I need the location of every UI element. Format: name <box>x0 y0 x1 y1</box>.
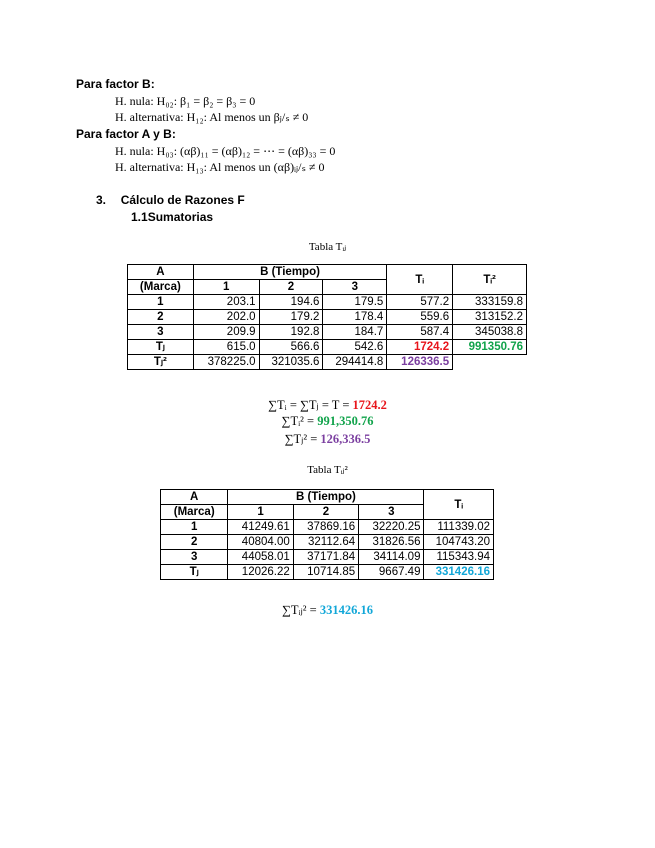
cell: 192.8 <box>259 325 323 340</box>
sum-tij2: 331426.16 <box>424 565 494 580</box>
formula-sum-t-value: 1724.2 <box>352 398 387 412</box>
table2-header-ti: Tᵢ <box>424 490 494 520</box>
cell-ti: 577.2 <box>387 295 453 310</box>
table2-header-col: 1 <box>228 505 293 520</box>
factor-ab-h0-label: H. nula: <box>115 144 154 158</box>
formula-sum-ti2-value: 991,350.76 <box>317 414 374 428</box>
cell: 203.1 <box>193 295 259 310</box>
formula-sum-tij2 <box>0 602 655 618</box>
section-heading <box>96 193 245 207</box>
cell-ti: 587.4 <box>387 325 453 340</box>
row-label: 2 <box>161 535 228 550</box>
subsection-number: 1.1 <box>131 210 148 224</box>
cell: 178.4 <box>323 310 387 325</box>
cell-ti2: 313152.2 <box>453 310 527 325</box>
factor-ab-h1-label: H. alternativa: <box>115 160 184 174</box>
table1-header-col: 2 <box>259 280 323 295</box>
table1-header-ti2: Tᵢ² <box>453 265 527 295</box>
cell: 179.2 <box>259 310 323 325</box>
formula-sum-tj2-value: 126,336.5 <box>320 432 371 446</box>
table1-header-a: A <box>128 265 194 280</box>
cell: 179.5 <box>323 295 387 310</box>
cell: 9667.49 <box>359 565 424 580</box>
cell: 615.0 <box>193 340 259 355</box>
table1-header-a2: (Marca) <box>128 280 194 295</box>
cell: 321035.6 <box>259 355 323 370</box>
factor-ab-h1-expr: H₁₃: Al menos un (αβ)ᵢⱼ/ₛ ≠ 0 <box>186 160 325 174</box>
row-label-tj: Tⱼ <box>128 340 194 355</box>
cell: 12026.22 <box>228 565 293 580</box>
formula-sum-t <box>0 397 655 413</box>
table-row <box>128 295 527 310</box>
factor-ab-h0 <box>115 144 335 159</box>
table-row <box>161 520 494 535</box>
formula-sum-tj2-text: ∑Tⱼ² = <box>284 432 321 446</box>
cell: 40804.00 <box>228 535 293 550</box>
factor-ab-h1 <box>115 160 325 175</box>
row-label-tj2: Tⱼ² <box>128 355 194 370</box>
factor-b-h0-label: H. nula: <box>115 94 154 108</box>
cell: 34114.09 <box>359 550 424 565</box>
cell: 194.6 <box>259 295 323 310</box>
formula-sum-tij2-value: 331426.16 <box>319 603 373 617</box>
cell: 37869.16 <box>293 520 358 535</box>
factor-b-h0 <box>115 94 255 109</box>
table-row-tj <box>128 340 527 355</box>
formula-sum-tij2-text: ∑Tᵢⱼ² = <box>282 603 320 617</box>
formula-sum-ti2 <box>0 414 655 429</box>
formula-sum-tj2 <box>0 431 655 447</box>
subsection-heading <box>131 210 213 224</box>
cell: 41249.61 <box>228 520 293 535</box>
section-number: 3. <box>96 193 107 207</box>
formula-sum-t-text: ∑Tᵢ = ∑Tⱼ = T = <box>268 398 353 412</box>
factor-b-h1-expr: H₁₂: Al menos un βⱼ/ₛ ≠ 0 <box>186 110 309 124</box>
row-label: 1 <box>161 520 228 535</box>
cell: 542.6 <box>323 340 387 355</box>
cell-ti: 104743.20 <box>424 535 494 550</box>
row-label-tj: Tⱼ <box>161 565 228 580</box>
table2-header-col: 2 <box>293 505 358 520</box>
factor-b-heading: Para factor B: <box>76 77 155 91</box>
factor-b-h1-label: H. alternativa: <box>115 110 184 124</box>
factor-ab-heading: Para factor A y B: <box>76 127 176 141</box>
table1-header-b: B (Tiempo) <box>193 265 387 280</box>
cell-ti2: 333159.8 <box>453 295 527 310</box>
row-label: 3 <box>161 550 228 565</box>
total-t: 1724.2 <box>387 340 453 355</box>
cell: 37171.84 <box>293 550 358 565</box>
cell: 10714.85 <box>293 565 358 580</box>
table-row <box>128 325 527 340</box>
cell: 44058.01 <box>228 550 293 565</box>
section-title: Cálculo de Razones F <box>120 193 245 207</box>
table1-caption: Tabla Tᵢⱼ <box>308 241 347 253</box>
table1-header-col: 1 <box>193 280 259 295</box>
cell: 202.0 <box>193 310 259 325</box>
cell: 184.7 <box>323 325 387 340</box>
cell-ti: 111339.02 <box>424 520 494 535</box>
cell: 31826.56 <box>359 535 424 550</box>
table-row-tj <box>161 565 494 580</box>
table2 <box>160 489 494 580</box>
table1 <box>127 264 527 370</box>
cell-ti: 115343.94 <box>424 550 494 565</box>
formula-sum-ti2-text: ∑Tᵢ² = <box>281 414 318 428</box>
table-row <box>161 550 494 565</box>
sum-ti2: 991350.76 <box>453 340 527 355</box>
table1-header-col: 3 <box>323 280 387 295</box>
subsection-title: Sumatorias <box>147 210 214 224</box>
table2-header-col: 3 <box>359 505 424 520</box>
table2-header-a: A <box>161 490 228 505</box>
row-label: 1 <box>128 295 194 310</box>
table-row <box>128 310 527 325</box>
cell: 209.9 <box>193 325 259 340</box>
cell: 378225.0 <box>193 355 259 370</box>
cell: 32112.64 <box>293 535 358 550</box>
cell-ti: 559.6 <box>387 310 453 325</box>
sum-tj2: 126336.5 <box>387 355 453 370</box>
table-row <box>161 535 494 550</box>
cell-ti2: 345038.8 <box>453 325 527 340</box>
table2-header-a2: (Marca) <box>161 505 228 520</box>
factor-b-h0-expr: H₀₂: β₁ = β₂ = β₃ = 0 <box>156 94 256 108</box>
table1-header-ti: Tᵢ <box>387 265 453 295</box>
row-label: 3 <box>128 325 194 340</box>
cell: 294414.8 <box>323 355 387 370</box>
factor-ab-h0-expr: H₀₃: (αβ)₁₁ = (αβ)₁₂ = ⋯ = (αβ)₃₃ = 0 <box>156 144 336 158</box>
factor-b-h1 <box>115 110 308 125</box>
cell: 566.6 <box>259 340 323 355</box>
table-row-tj2 <box>128 355 527 370</box>
table2-header-b: B (Tiempo) <box>228 490 424 505</box>
row-label: 2 <box>128 310 194 325</box>
cell: 32220.25 <box>359 520 424 535</box>
table2-caption: Tabla Tᵢⱼ² <box>307 464 348 476</box>
